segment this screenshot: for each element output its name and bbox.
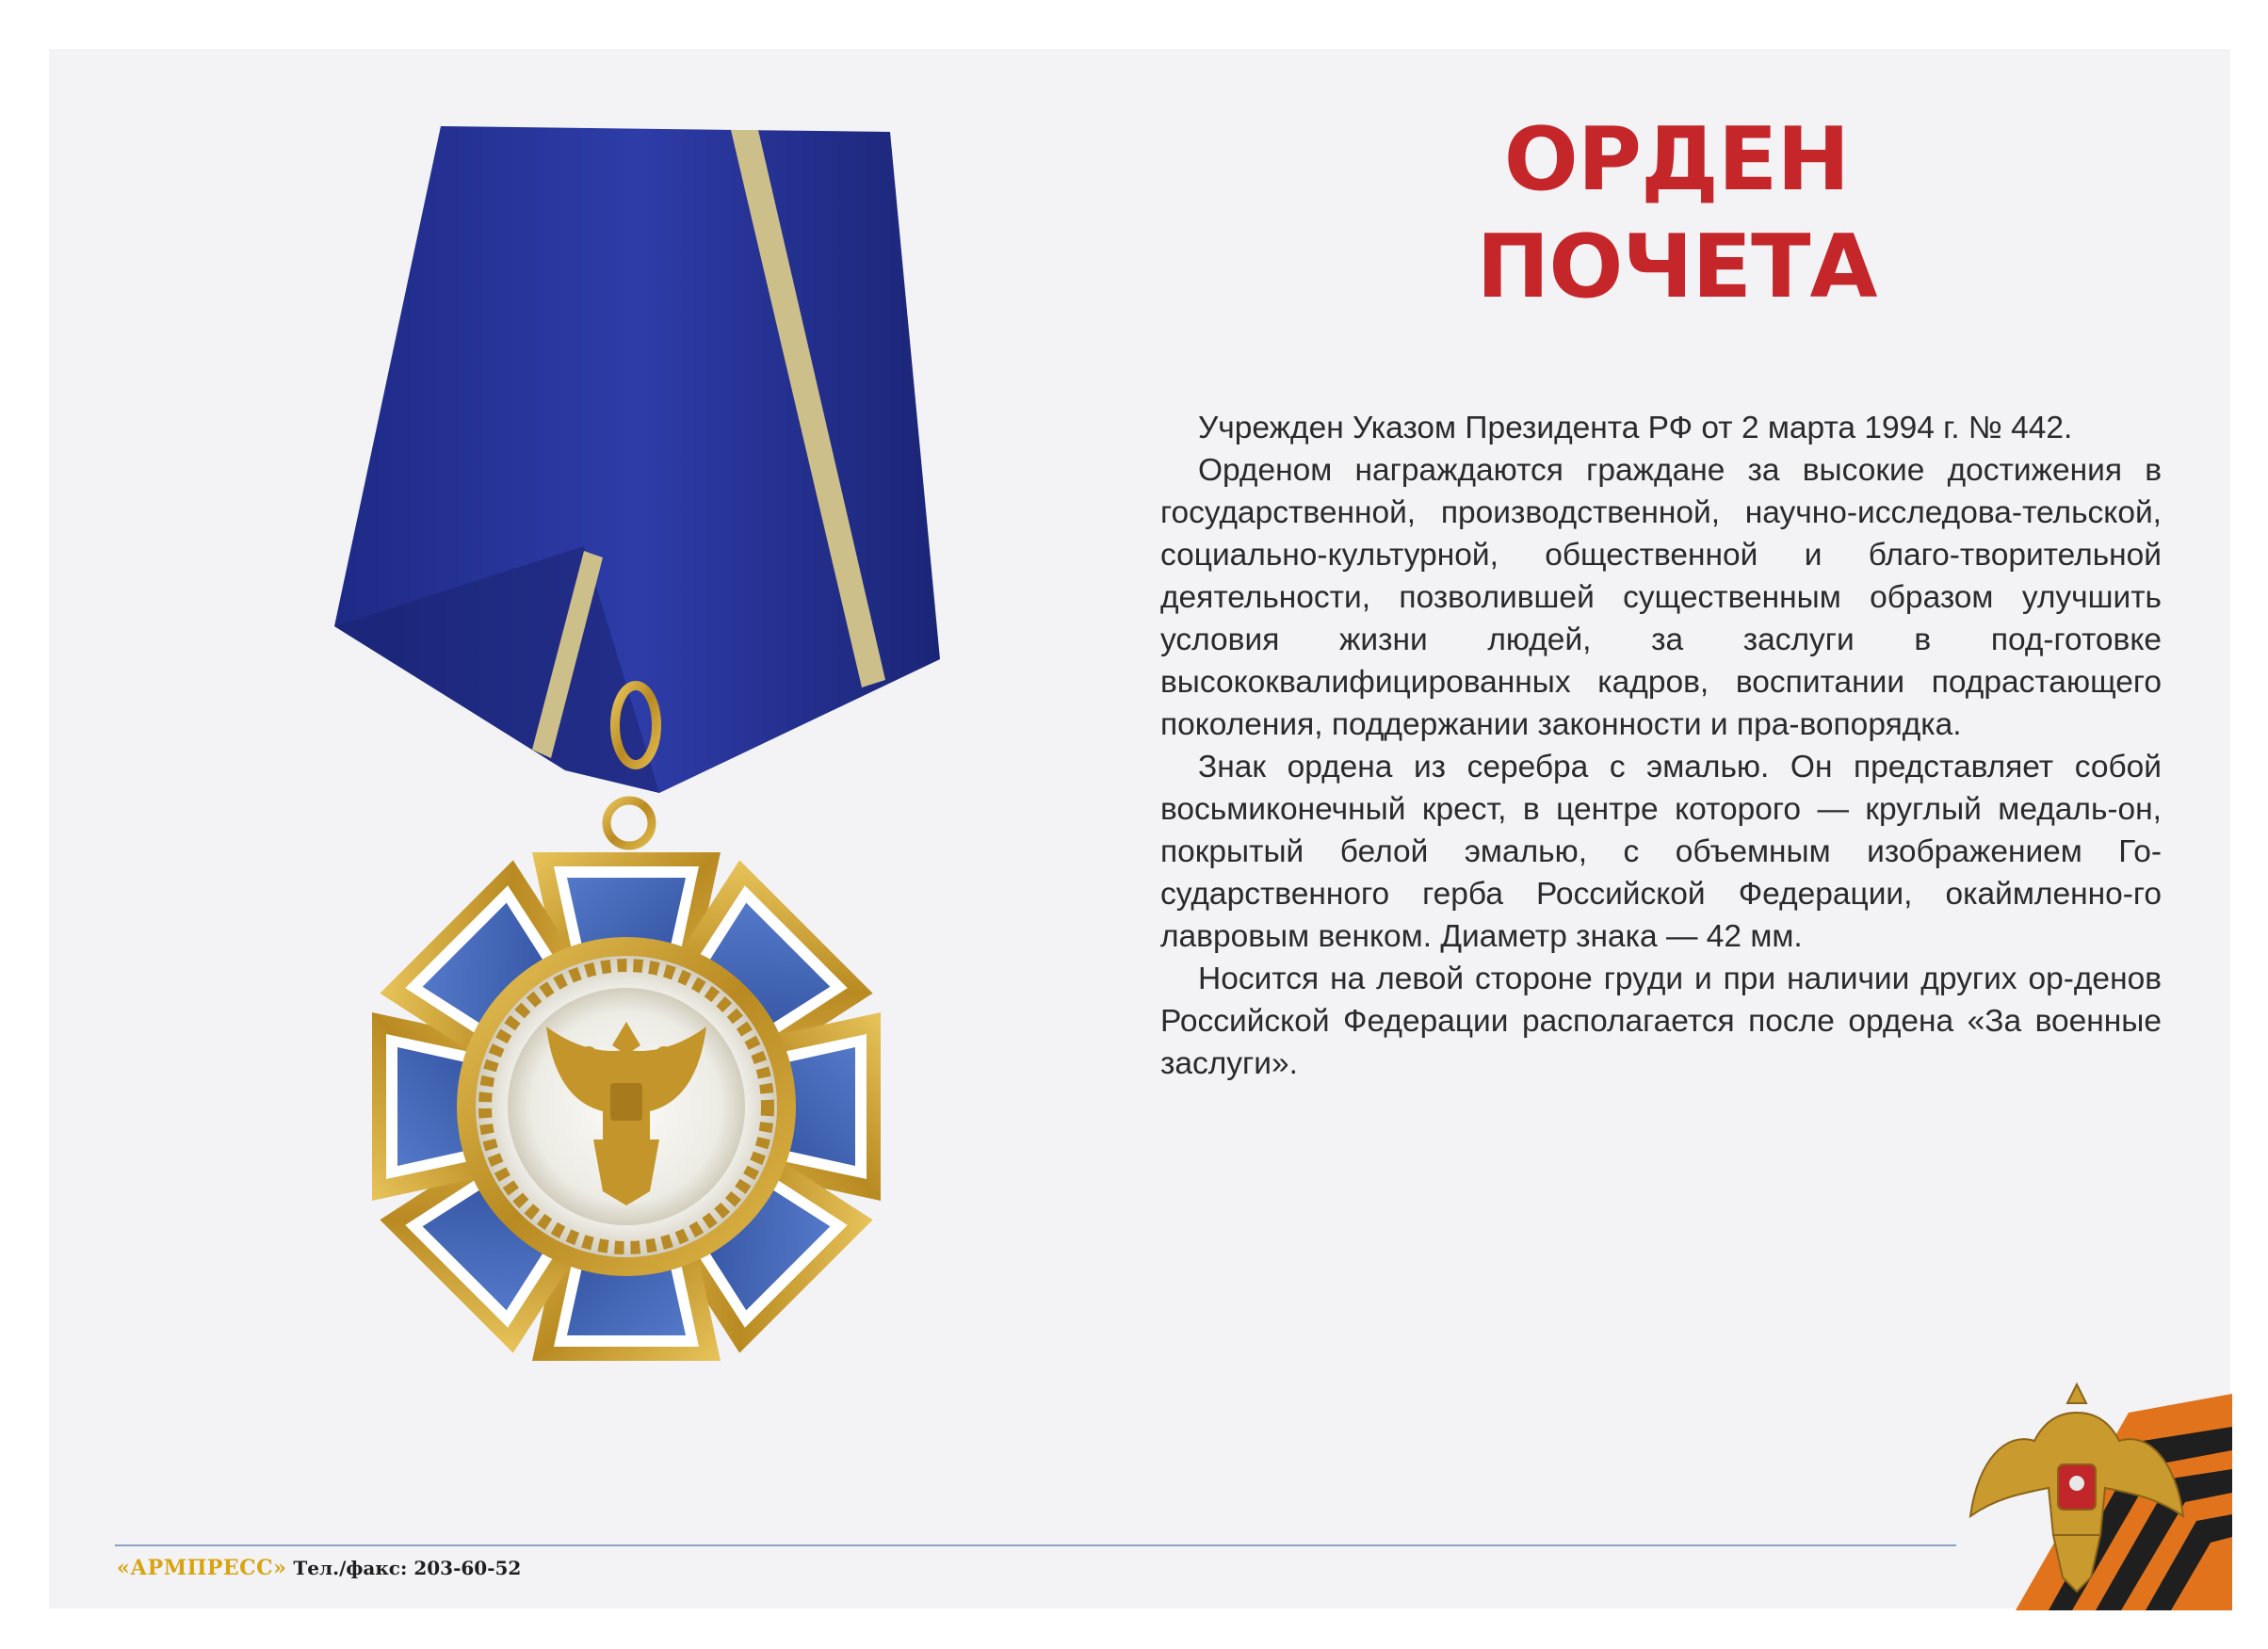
body-text: [1160, 407, 2162, 1085]
cross-badge: [372, 852, 881, 1361]
title-line-2: ПОЧЕТА: [1476, 216, 1877, 317]
footer-brand: «АРМПРЕСС»: [117, 1556, 287, 1580]
footer: [117, 1556, 521, 1580]
paragraph-established: Учрежден Указом Президента РФ от 2 марта 1994 г. № 442.: [1198, 411, 2073, 445]
page-title: [1413, 105, 1940, 320]
coat-of-arms-icon: [1959, 1375, 2232, 1610]
title-line-1: ОРДЕН: [1503, 108, 1850, 210]
paragraph-awarded-for: Орденом награждаются граждане за высокие достижения в государственной, производственной, научно-исследова-тельской, социально-культурной, общественной и благо-творительной деятельности, позволившей существенным образом улучшить условия жизни людей, за заслуги в под-готовке высококвалифицированных кадров, воспитании подрастающего поколения, поддержании законности и пра-вопорядка.: [1160, 453, 2162, 742]
footer-divider: [115, 1544, 1956, 1546]
paragraph-badge-description: Знак ордена из серебра с эмалью. Он представляет собой восьмиконечный крест, в центре которого — круглый медаль-он, покрытый белой эмалью, с объемным изображением Го-сударственного герба Российской Федерации, окаймленно-го лавровым венком. Диаметр знака — 42 мм.: [1160, 750, 2162, 954]
footer-contact: Тел./факс: 203-60-52: [293, 1557, 522, 1579]
paragraph-wearing: Носится на левой стороне груди и при наличии других ор-денов Российской Федерации располагается после ордена «За военные заслуги».: [1160, 962, 2162, 1081]
ribbon: [334, 126, 940, 793]
